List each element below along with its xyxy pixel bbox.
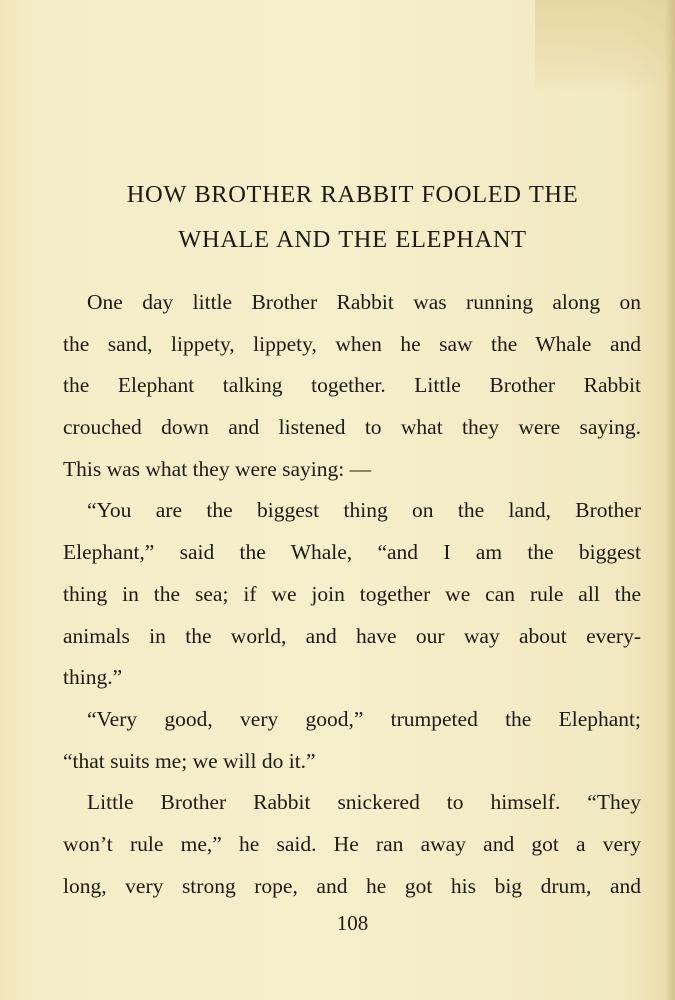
paragraph-line: long, very strong rope, and he got his big drum, and xyxy=(63,873,641,898)
paragraph-line: thing.” xyxy=(63,665,123,690)
page-number: 108 xyxy=(336,911,369,935)
paragraph-line: thing in the sea; if we join together we can rule all the xyxy=(63,581,641,606)
paragraph-line: Little Brother Rabbit snickered to himself. “They xyxy=(87,790,641,815)
paragraph-line: One day little Brother Rabbit was running along on xyxy=(87,290,641,314)
paragraph-line: This was what they were saying: — xyxy=(63,456,372,481)
paragraph-line: the Elephant talking together. Little Brother Rabbit xyxy=(63,373,641,398)
paper-stain xyxy=(535,0,675,92)
paragraph-line: the sand, lippety, lippety, when he saw the Whale and xyxy=(63,331,641,356)
paragraph-line: “Very good, very good,” trumpeted the Elephant; xyxy=(87,706,641,731)
paragraph-line: Elephant,” said the Whale, “and I am the biggest xyxy=(63,540,641,565)
chapter-title-line: WHALE AND THE ELEPHANT xyxy=(178,226,527,253)
chapter-title-line: HOW BROTHER RABBIT FOOLED THE xyxy=(126,181,579,208)
paragraph-line: won’t rule me,” he said. He ran away and got a very xyxy=(63,831,641,856)
page-edge-shadow xyxy=(665,0,675,1000)
chapter-title xyxy=(0,172,675,262)
paragraph-line: animals in the world, and have our way about every- xyxy=(63,623,641,648)
story-text xyxy=(63,282,641,907)
paragraph-line: crouched down and listened to what they were saying. xyxy=(63,415,641,440)
paragraph-line: “You are the biggest thing on the land, Brother xyxy=(87,498,641,523)
paragraph-line: “that suits me; we will do it.” xyxy=(63,748,316,773)
